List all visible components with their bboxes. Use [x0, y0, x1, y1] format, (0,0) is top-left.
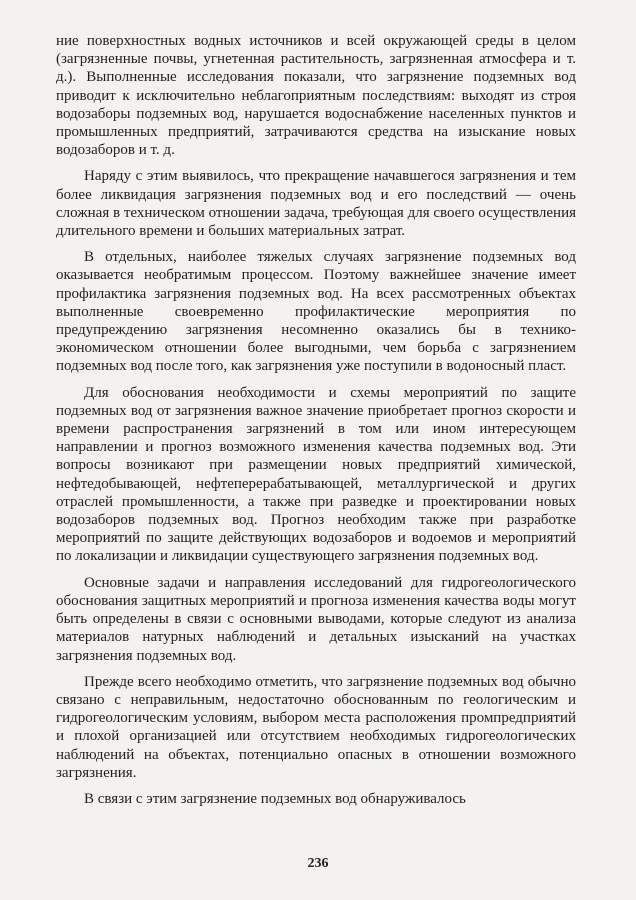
paragraph-continuation: ние поверхностных водных источников и всей окружающей среды в целом (загрязненные почвы, угнетенная растительность, загрязненная атмосфера и т. д.). Выполненные исследования показали, что загрязнение подземных вод приводит к исключительно неблагоприятным последствиям: выходят из строя водозаборы подземных вод, нарушается водоснабжение населенных пунктов и промышленных предприятий, затрачиваются средства на изыскание новых водозаборов и т. д.	[56, 33, 576, 159]
paragraph-last-line: В связи с этим загрязнение подземных вод обнаруживалось	[84, 790, 466, 807]
paragraph: Для обоснования необходимости и схемы мероприятий по защите подземных вод от загрязнения важное значение приобретает прогноз скорости и времени распространения загрязнений в том или ином интересующем направлении и прогноз возможного изменения качества подземных вод. Эти вопросы возникают при размещении новых предприятий химической, нефтедобывающей, нефтеперерабатывающей, металлургической и других отраслей промышленности, а также при разведке и проектировании новых водозаборов подземных вод. Прогноз необходим также при разработке мероприятий по защите действующих водозаборов и водоемов и мероприятий по локализации и ликвидации существующего загрязнения подземных вод.	[56, 384, 576, 565]
paragraph: Прежде всего необходимо отметить, что загрязнение подземных вод обычно связано с неправильным, недостаточно обоснованным по геологическим и гидрогеологическим условиям, выбором места расположения промпредприятий и плохой организацией или отсутствием необходимых гидрогеологических наблюдений на объектах, потенциально опасных в отношении возможного загрязнения.	[56, 673, 576, 781]
paragraph: Наряду с этим выявилось, что прекращение начавшегося загрязнения и тем более ликвидация загрязнения подземных вод и его последствий — очень сложная в техническом отношении задача, требующая для своего осуществления длительного времени и больших материальных затрат.	[56, 168, 576, 240]
page-text-body	[56, 32, 576, 816]
paragraph: Основные задачи и направления исследований для гидрогеологического обоснования защитных мероприятий и прогноза изменения качества воды могут быть определены в связи с основными выводами, которые следуют из анализа материалов натурных наблюдений и детальных изысканий на участках загрязнения подземных вод.	[56, 574, 576, 664]
paragraph: В отдельных, наиболее тяжелых случаях загрязнение подземных вод оказывается необратимым процессом. Поэтому важнейшее значение имеет профилактика загрязнения подземных вод. На всех рассмотренных объектах выполненные своевременно профилактические мероприятия по предупреждению загрязнения несомненно оказались бы в технико-экономическом отношении более выгодными, чем борьба с загрязнением подземных вод после того, как загрязнения уже поступили в водоносный пласт.	[56, 249, 576, 375]
page-number: 236	[307, 856, 329, 871]
